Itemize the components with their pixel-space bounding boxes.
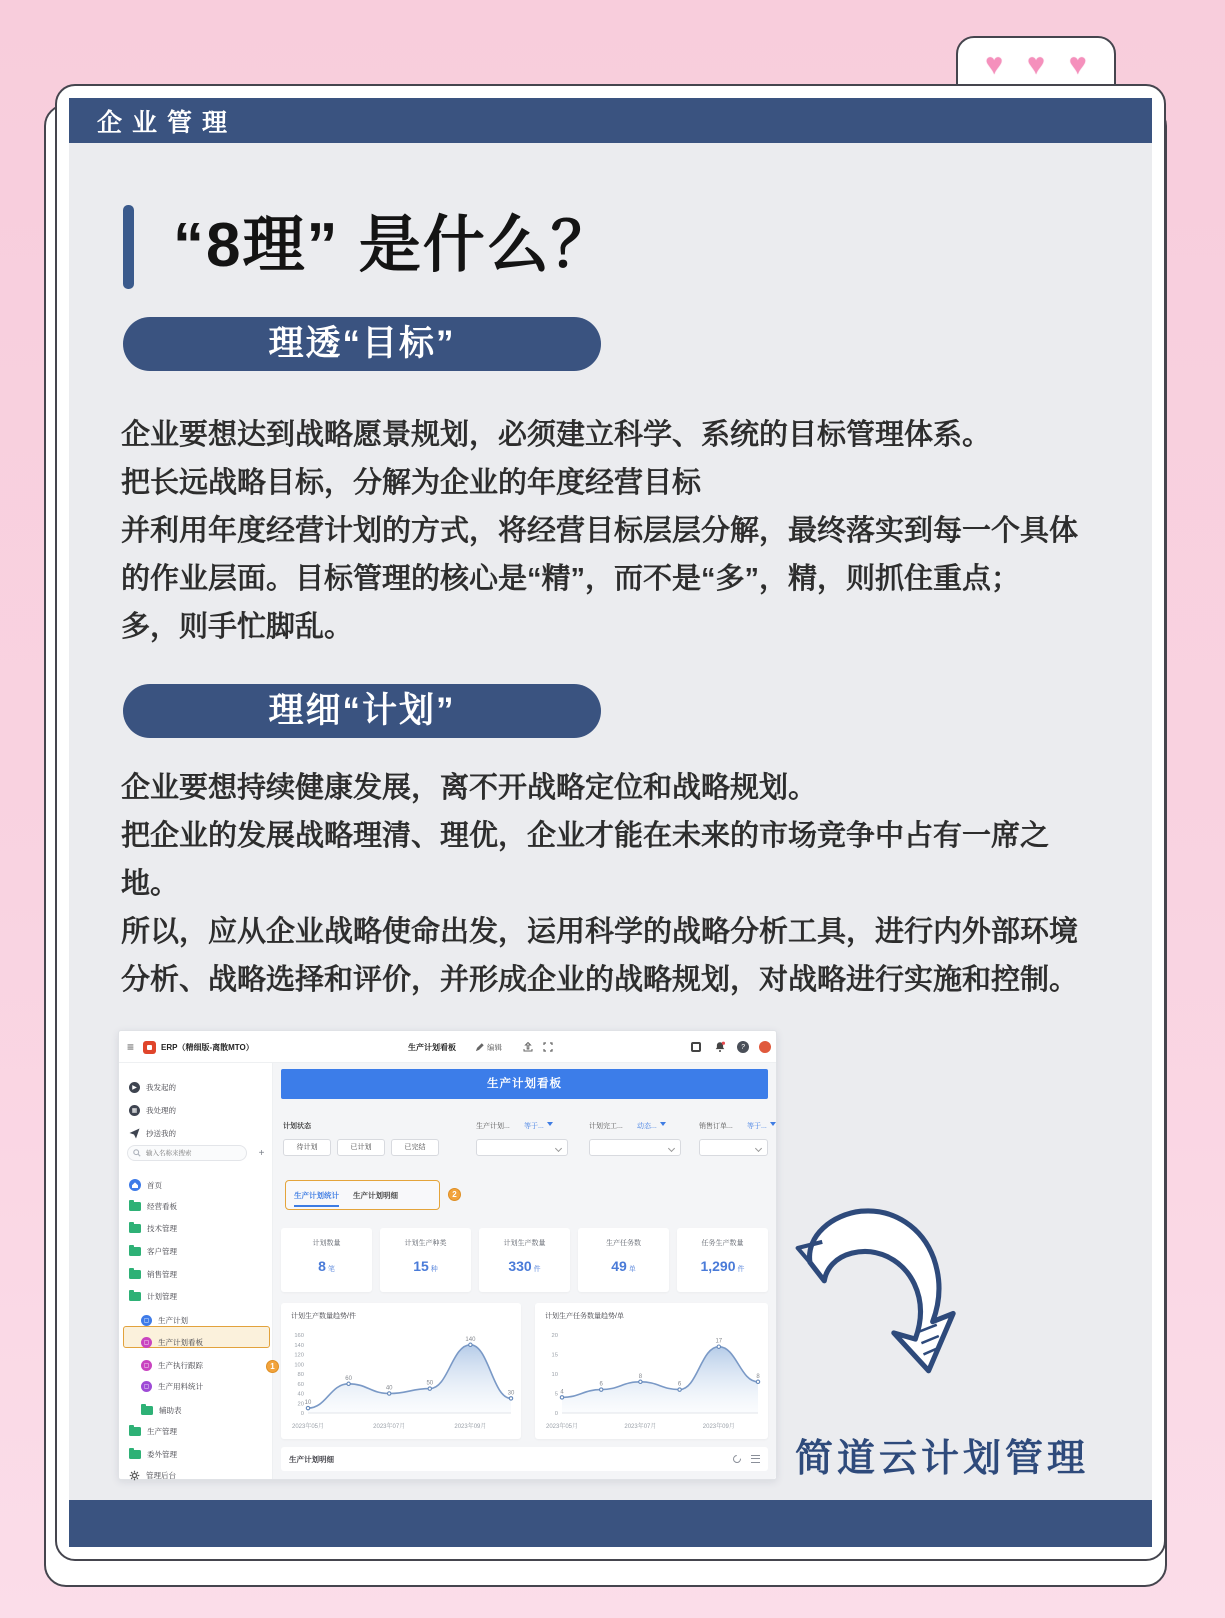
svg-text:10: 10 — [551, 1372, 558, 1378]
sidebar-item-cc-me[interactable]: 抄送我的 — [129, 1124, 268, 1142]
erp-screenshot — [118, 1030, 777, 1480]
erp-sidebar — [119, 1063, 273, 1479]
kpi-card: 计划数量 8 笔 — [281, 1228, 372, 1292]
sidebar-item-customer-mgmt[interactable]: 客户管理 — [129, 1242, 268, 1260]
tab-plan-detail[interactable]: 生产计划明细 — [353, 1190, 398, 1200]
chart-task-quantity-trend: 计划生产任务数量趋势/单 0 5 10 15 20 4 6 8 6 17 8 2023年05月 2023年07月 2023年09月 — [535, 1303, 768, 1439]
app-icon: ▢ — [141, 1360, 152, 1371]
svg-text:6: 6 — [599, 1381, 603, 1388]
svg-text:100: 100 — [294, 1362, 304, 1369]
svg-text:140: 140 — [294, 1342, 304, 1349]
svg-text:2023年09月: 2023年09月 — [702, 1424, 735, 1430]
sidebar-item-production-plan-board[interactable]: ▢ 生产计划看板 — [141, 1333, 268, 1351]
heart-icon: ♥ — [1068, 48, 1087, 81]
kpi-card: 计划生产种类 15 种 — [380, 1228, 471, 1292]
line-chart — [535, 1321, 768, 1433]
folder-icon — [129, 1292, 141, 1301]
sidebar-item-outsourcing-mgmt[interactable]: 委外管理 — [129, 1445, 268, 1463]
tabs-annotation-box — [285, 1180, 440, 1210]
fullscreen-icon[interactable] — [543, 1031, 553, 1063]
gear-icon — [129, 1470, 140, 1481]
sidebar-item-my-processed[interactable]: ▦ 我处理的 — [129, 1101, 268, 1119]
folder-icon — [141, 1406, 153, 1415]
folder-icon — [129, 1202, 141, 1211]
svg-text:50: 50 — [426, 1380, 434, 1387]
refresh-icon[interactable] — [732, 1454, 742, 1464]
sidebar-search[interactable] — [127, 1145, 247, 1161]
app-logo-icon — [143, 1031, 156, 1063]
sidebar-item-production-plan[interactable]: ▢ 生产计划 — [141, 1311, 268, 1329]
sidebar-item-business-board[interactable]: 经营看板 — [129, 1197, 268, 1215]
folder-icon — [129, 1450, 141, 1459]
erp-main — [273, 1063, 776, 1479]
pencil-icon — [475, 1043, 484, 1052]
svg-text:60: 60 — [297, 1381, 304, 1388]
status-filter-button[interactable]: 已计划 — [337, 1139, 385, 1156]
svg-text:40: 40 — [385, 1385, 393, 1392]
svg-text:20: 20 — [297, 1401, 304, 1408]
page-title: “8理” 是什么？ — [173, 211, 615, 280]
paragraph-line: 企业要想持续健康发展，离不开战略定位和战略规划。 — [121, 772, 818, 804]
sidebar-item-aux-tables[interactable]: 辅助表 — [141, 1401, 268, 1419]
category-bar — [69, 98, 1152, 143]
svg-text:2023年09月: 2023年09月 — [454, 1424, 487, 1430]
edit-button[interactable]: 编辑 — [475, 1031, 502, 1063]
filter-operator[interactable]: 动态... — [637, 1121, 666, 1131]
clipboard-icon: ▦ — [129, 1105, 140, 1116]
paragraph-line: 并利用年度经营计划的方式，将经营目标层层分解，最终落实到每一个具体 — [121, 515, 1079, 547]
sidebar-item-admin-console[interactable]: 管理后台 — [129, 1466, 268, 1484]
sidebar-item-my-initiated[interactable]: ▶ 我发起的 — [129, 1078, 268, 1096]
sidebar-item-sales-mgmt[interactable]: 销售管理 — [129, 1265, 268, 1283]
svg-text:20: 20 — [551, 1333, 558, 1339]
svg-text:17: 17 — [715, 1338, 723, 1345]
svg-text:160: 160 — [294, 1333, 304, 1339]
filter-operator[interactable]: 等于... — [747, 1121, 776, 1131]
svg-text:2023年07月: 2023年07月 — [624, 1424, 657, 1430]
heart-icon: ♥ — [985, 48, 1004, 81]
svg-text:15: 15 — [551, 1352, 558, 1359]
dashboard-banner: 生产计划看板 — [281, 1069, 768, 1099]
category-label: 企业管理 — [97, 108, 238, 137]
search-icon — [133, 1149, 141, 1157]
section-plan-paragraph — [121, 764, 1131, 1004]
paragraph-line: 把企业的发展战略理清、理优，企业才能在未来的市场竞争中占有一席之 — [121, 820, 1050, 852]
app-icon: ▢ — [141, 1315, 152, 1326]
app-icon: ▢ — [141, 1337, 152, 1348]
bell-icon[interactable] — [714, 1041, 726, 1055]
tab-plan-statistics[interactable]: 生产计划统计 — [294, 1190, 339, 1200]
status-filter-button[interactable]: 已完结 — [391, 1139, 439, 1156]
share-icon[interactable] — [523, 1031, 533, 1063]
sidebar-item-plan-mgmt[interactable]: 计划管理 — [129, 1287, 268, 1305]
svg-text:60: 60 — [345, 1375, 352, 1382]
main-card — [55, 84, 1166, 1561]
folder-icon — [129, 1247, 141, 1256]
svg-text:2023年07月: 2023年07月 — [373, 1424, 406, 1430]
sidebar-item-tech-mgmt[interactable]: 技术管理 — [129, 1219, 268, 1237]
hamburger-icon[interactable]: ≡ — [127, 1040, 135, 1054]
detail-section-bar: 生产计划明细 — [281, 1447, 768, 1471]
svg-text:40: 40 — [297, 1391, 304, 1398]
svg-text:0: 0 — [300, 1411, 304, 1417]
svg-text:5: 5 — [554, 1391, 558, 1398]
svg-text:30: 30 — [507, 1390, 515, 1397]
erp-page-title: 生产计划看板 — [408, 1042, 456, 1052]
section-pill-goal: 理透“目标” — [123, 317, 601, 371]
filter-operator[interactable]: 等于... — [524, 1121, 553, 1131]
filter-select[interactable] — [589, 1139, 681, 1156]
search-input[interactable] — [144, 1149, 234, 1158]
heart-icon: ♥ — [1027, 48, 1045, 81]
card-content — [69, 143, 1152, 1500]
chart-plan-quantity-trend: 计划生产数量趋势/件 0 20 40 60 80 100 120 140 160 10 60 40 50 140 30 2023年05月 2023年07月 2023年09月 — [281, 1303, 521, 1439]
footer-bar — [69, 1500, 1152, 1547]
svg-text:4: 4 — [560, 1389, 564, 1396]
paragraph-line: 的作业层面。目标管理的核心是“精”，而不是“多”，精，则抓住重点； — [121, 563, 1021, 595]
section-goal-paragraph — [121, 411, 1131, 651]
caption-text: 简道云计划管理 — [795, 1438, 1090, 1480]
erp-app-title: ERP（精细版-离散MTO） — [161, 1042, 254, 1052]
svg-text:8: 8 — [638, 1373, 643, 1380]
app-icon: ▢ — [141, 1381, 152, 1392]
paragraph-line: 地。 — [121, 868, 180, 900]
folder-icon — [129, 1224, 141, 1233]
kpi-card: 任务生产数量 1,290 件 — [677, 1228, 768, 1292]
filter-select[interactable] — [699, 1139, 768, 1156]
home-icon — [129, 1179, 141, 1191]
svg-text:2023年05月: 2023年05月 — [291, 1424, 325, 1430]
svg-text:0: 0 — [554, 1411, 558, 1417]
filter-select[interactable] — [476, 1139, 568, 1156]
avatar[interactable] — [759, 1031, 771, 1063]
svg-text:8: 8 — [756, 1373, 760, 1380]
svg-text:80: 80 — [297, 1372, 304, 1378]
hand-drawn-arrow — [787, 1201, 972, 1426]
paragraph-line: 分析、战略选择和评价，并形成企业的战略规划，对战略进行实施和控制。 — [121, 964, 1079, 996]
sidebar-item-home[interactable]: 首页 — [129, 1176, 268, 1194]
sidebar-item-production-mgmt[interactable]: 生产管理 — [129, 1422, 268, 1440]
help-icon[interactable]: ? — [737, 1031, 749, 1063]
svg-text:10: 10 — [304, 1400, 312, 1407]
play-circle-icon: ▶ — [129, 1082, 140, 1093]
sidebar-item-material-stats[interactable]: ▢ 生产用料统计 — [141, 1377, 268, 1395]
erp-header — [119, 1031, 776, 1063]
paragraph-line: 把长远战略目标，分解为企业的年度经营目标 — [121, 467, 702, 499]
apps-icon[interactable] — [691, 1031, 701, 1063]
svg-text:2023年05月: 2023年05月 — [545, 1424, 579, 1430]
add-button[interactable]: + — [258, 1147, 265, 1159]
svg-text:6: 6 — [677, 1381, 682, 1388]
kpi-card: 生产任务数 49 单 — [578, 1228, 669, 1292]
section-pill-plan: 理细“计划” — [123, 684, 601, 738]
annotation-badge-1: 1 — [266, 1360, 279, 1373]
filter-field-label: 销售订单... — [699, 1123, 733, 1130]
kpi-card: 计划生产数量 330 件 — [479, 1228, 570, 1292]
folder-icon — [129, 1427, 141, 1436]
filter-field-label: 计划完工... — [589, 1123, 623, 1130]
status-filter-button[interactable]: 待计划 — [283, 1139, 331, 1156]
annotation-badge-2: 2 — [448, 1188, 461, 1201]
paragraph-line: 企业要想达到战略愿景规划，必须建立科学、系统的目标管理体系。 — [121, 419, 992, 451]
folder-icon — [129, 1270, 141, 1279]
filter-status-label: 计划状态 — [283, 1123, 311, 1130]
sidebar-item-production-tracking[interactable]: ▢ 生产执行跟踪 — [141, 1356, 268, 1374]
paragraph-line: 多，则手忙脚乱。 — [121, 611, 354, 643]
svg-text:140: 140 — [465, 1336, 476, 1343]
filter-columns-icon[interactable] — [750, 1454, 760, 1464]
line-chart — [281, 1321, 521, 1433]
paper-plane-icon — [129, 1128, 140, 1139]
filter-field-label: 生产计划... — [476, 1123, 510, 1130]
paragraph-line: 所以，应从企业战略使命出发，运用科学的战略分析工具，进行内外部环境 — [121, 916, 1079, 948]
svg-text:120: 120 — [294, 1352, 304, 1359]
title-accent-bar — [123, 205, 134, 289]
